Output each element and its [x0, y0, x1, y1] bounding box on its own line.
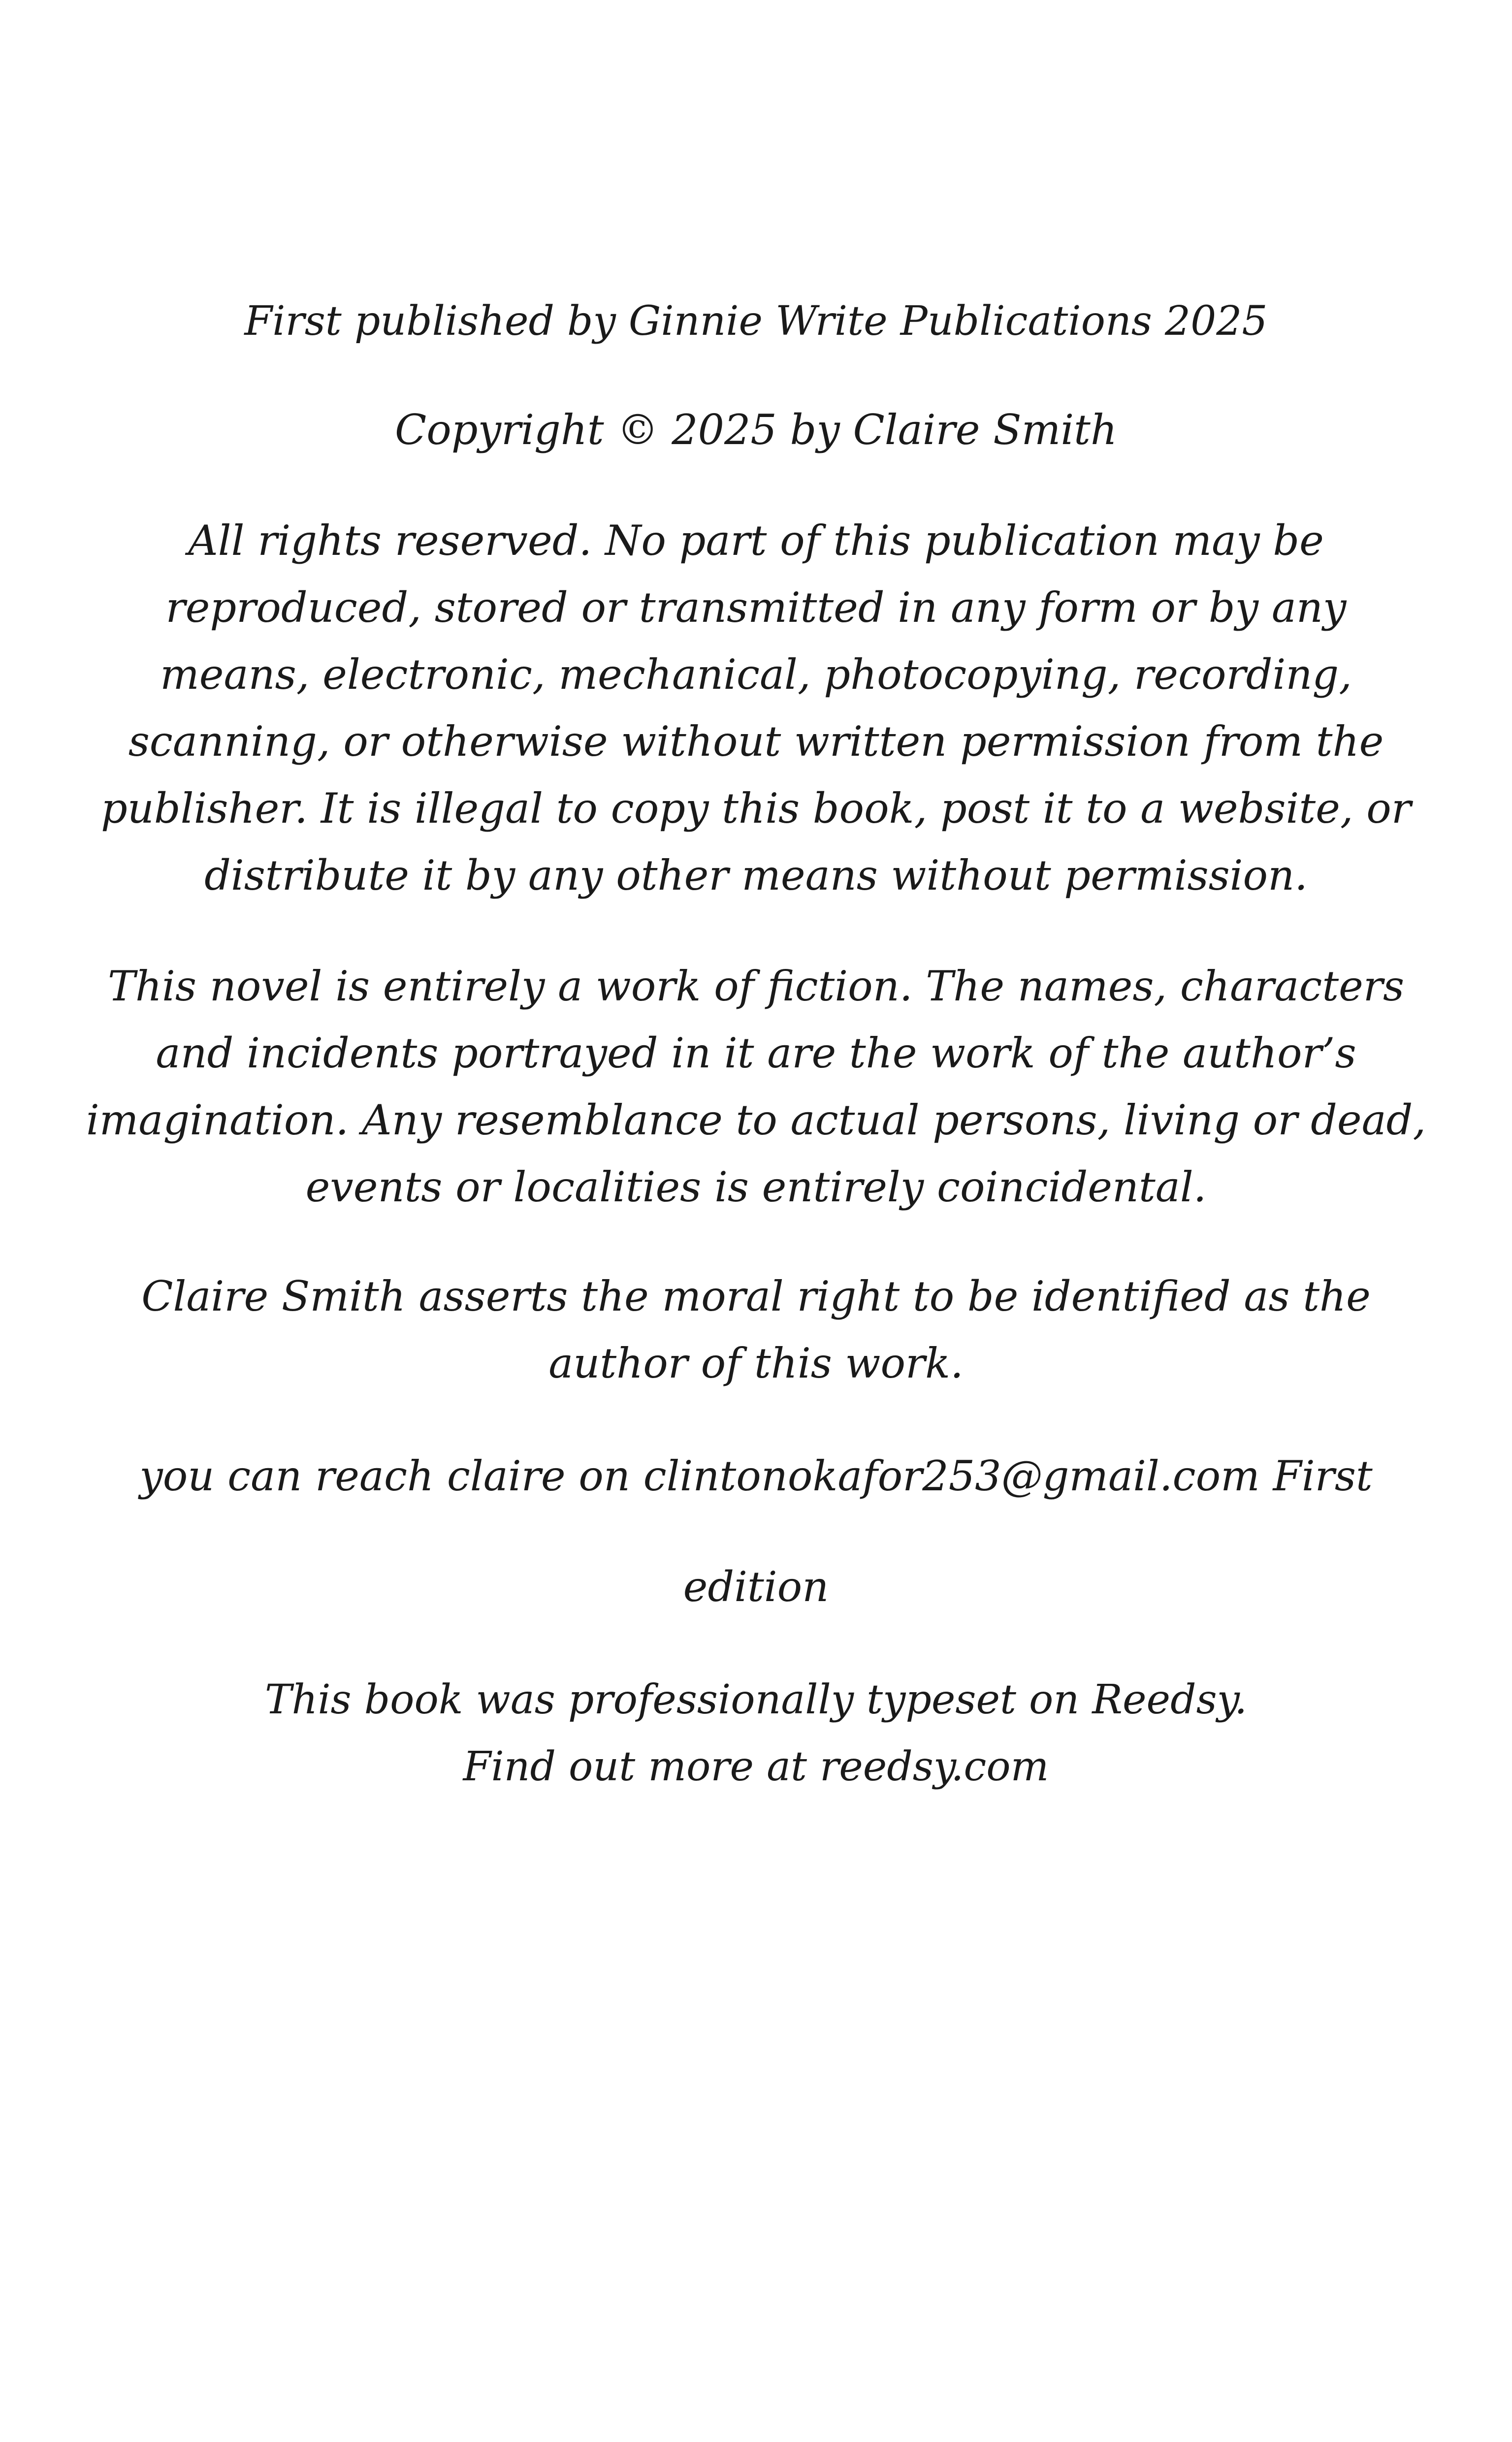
rights-line: means, electronic, mechanical, photocopying, recording, [160, 650, 1352, 699]
edition-line: edition [683, 1563, 829, 1611]
contact-line-block [0, 1443, 1512, 1510]
fiction-disclaimer-paragraph [0, 953, 1512, 1221]
rights-line: distribute it by any other means without permission. [204, 851, 1308, 900]
moral-line: author of this work. [548, 1339, 964, 1387]
copyright-line: Copyright © 2025 by Claire Smith [394, 406, 1118, 454]
first-published-notice [0, 288, 1512, 355]
first-published-line: First published by Ginnie Write Publications 2025 [244, 298, 1268, 345]
rights-line: publisher. It is illegal to copy this book, post it to a website, or [101, 784, 1411, 833]
typeset-credit [0, 1667, 1512, 1800]
rights-line: All rights reserved. No part of this publication may be [188, 516, 1324, 565]
fiction-line: This novel is entirely a work of fiction. The names, characters [107, 962, 1405, 1010]
typeset-line: This book was professionally typeset on Reedsy. [264, 1676, 1248, 1723]
moral-line: Claire Smith asserts the moral right to be identified as the [141, 1272, 1371, 1320]
fiction-line: imagination. Any resemblance to actual persons, living or dead, [86, 1096, 1426, 1144]
rights-reserved-paragraph [0, 507, 1512, 909]
fiction-line: events or localities is entirely coincidental. [305, 1163, 1207, 1211]
rights-line: scanning, or otherwise without written permission from the [128, 717, 1384, 766]
contact-line: you can reach claire on clintonokafor253@gmail.com First [139, 1452, 1373, 1500]
fiction-line: and incidents portrayed in it are the work of the author’s [156, 1029, 1356, 1077]
rights-line: reproduced, stored or transmitted in any form or by any [165, 583, 1347, 632]
copyright-notice [0, 396, 1512, 463]
typeset-line: Find out more at reedsy.com [463, 1743, 1049, 1790]
edition-line-block [0, 1553, 1512, 1620]
moral-right-paragraph [0, 1263, 1512, 1397]
